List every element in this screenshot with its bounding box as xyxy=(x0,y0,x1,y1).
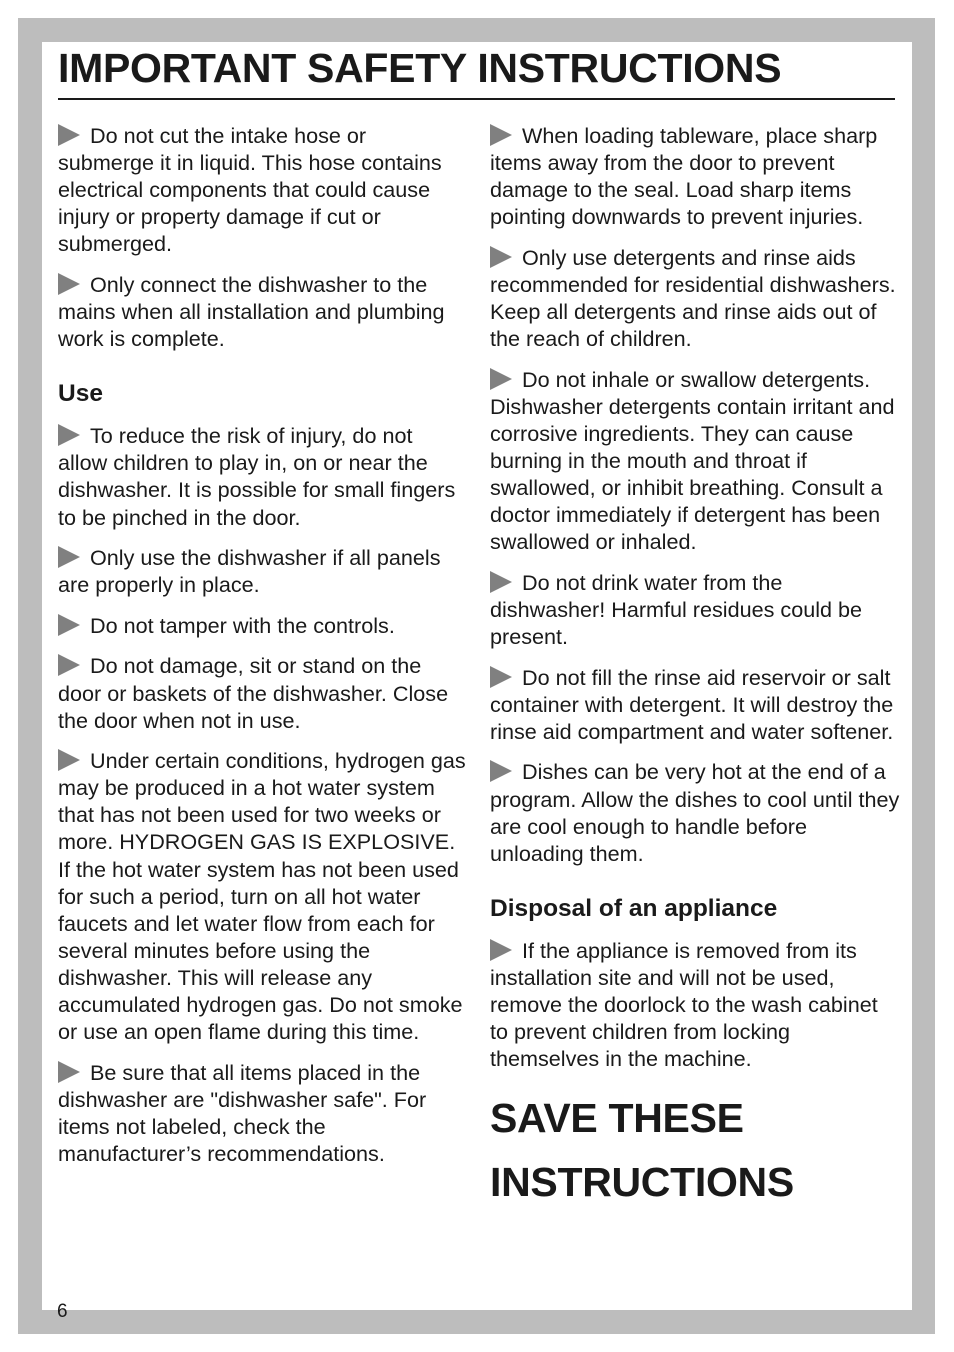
safety-item xyxy=(58,612,466,639)
safety-item xyxy=(58,747,466,1045)
safety-item xyxy=(490,244,900,352)
safety-item-text: Do not cut the intake hose or submerge it in liquid. This hose contains electrical components that could cause injury or property damage if cut or submerged. xyxy=(58,123,442,257)
safety-item xyxy=(58,271,466,352)
left-column xyxy=(58,122,466,1181)
arrow-bullet-icon xyxy=(58,273,80,295)
page-number: 6 xyxy=(57,1301,68,1322)
safety-item-text: Only connect the dishwasher to the mains when all installation and plumbing work is complete. xyxy=(58,271,445,352)
safety-item xyxy=(490,758,900,866)
arrow-bullet-icon xyxy=(58,546,80,568)
arrow-bullet-icon xyxy=(490,246,512,268)
safety-item-text: Do not fill the rinse aid reservoir or salt container with detergent. It will destroy the rinse aid compartment and water softener. xyxy=(490,664,894,744)
safety-item-text: Be sure that all items placed in the dishwasher are "dishwasher safe". For items not labeled, check the manufacturer’s recommendations. xyxy=(58,1059,427,1166)
safety-item xyxy=(58,544,466,598)
title-divider xyxy=(58,98,895,100)
safety-item-text: Do not tamper with the controls. xyxy=(90,612,395,638)
safety-item-text: Only use detergents and rinse aids recommended for residential dishwashers. Keep all detergents and rinse aids out of the reach of children. xyxy=(490,244,896,352)
save-heading-line: INSTRUCTIONS xyxy=(490,1158,794,1205)
page-title: IMPORTANT SAFETY INSTRUCTIONS xyxy=(58,45,782,91)
safety-item-text: If the appliance is removed from its installation site and will not be used, remove the doorlock to the wash cabinet to prevent children from locking themselves in the machine. xyxy=(490,937,878,1072)
arrow-bullet-icon xyxy=(58,1061,80,1083)
section-heading-disposal: Disposal of an appliance xyxy=(490,894,778,922)
arrow-bullet-icon xyxy=(490,760,512,782)
safety-item xyxy=(58,422,466,530)
arrow-bullet-icon xyxy=(58,749,80,771)
safety-item-text: Do not drink water from the dishwasher! Harmful residues could be present. xyxy=(490,569,863,650)
arrow-bullet-icon xyxy=(58,124,80,146)
arrow-bullet-icon xyxy=(490,939,512,961)
arrow-bullet-icon xyxy=(490,666,512,688)
arrow-bullet-icon xyxy=(58,424,80,446)
arrow-bullet-icon xyxy=(58,654,80,676)
save-heading-line: SAVE THESE xyxy=(490,1094,744,1141)
safety-item-text: When loading tableware, place sharp items away from the door to prevent damage to the seal. Load sharp items pointing downwards to prevent injuries. xyxy=(490,123,878,230)
arrow-bullet-icon xyxy=(58,614,80,636)
safety-item xyxy=(490,122,900,230)
safety-item xyxy=(58,1059,466,1167)
safety-item-text: Only use the dishwasher if all panels are properly in place. xyxy=(58,545,441,598)
safety-item xyxy=(58,122,466,257)
safety-item-text: Under certain conditions, hydrogen gas may be produced in a hot water system that has not been used for two weeks or more. HYDROGEN GAS IS EXPLOSIVE. If the hot water system has not been used for such a period, turn on all hot water faucets and let water flow from each for several minutes before using the dishwasher. This will release any accumulated hydrogen gas. Do not smoke or use an open flame during this time. xyxy=(58,748,466,1045)
safety-item xyxy=(490,937,900,1072)
safety-item-text: To reduce the risk of injury, do not allow children to play in, on or near the dishwasher. It is possible for small fingers to be pinched in the door. xyxy=(58,423,456,530)
arrow-bullet-icon xyxy=(490,124,512,146)
right-column xyxy=(490,122,900,1214)
safety-item xyxy=(490,366,900,556)
save-instructions-heading xyxy=(490,1086,900,1214)
safety-item-text: Dishes can be very hot at the end of a program. Allow the dishes to cool until they are cool enough to handle before unloading them. xyxy=(490,759,900,866)
safety-item-text: Do not inhale or swallow detergents. Dishwasher detergents contain irritant and corrosive ingredients. They can cause burning in the mouth and throat if swallowed, or inhibit breathing. Consult a doctor immediately if detergent has been swallowed or inhaled. xyxy=(490,366,895,555)
safety-item-text: Do not damage, sit or stand on the door or baskets of the dishwasher. Close the door when not in use. xyxy=(58,653,449,733)
arrow-bullet-icon xyxy=(490,571,512,593)
safety-item xyxy=(490,664,900,745)
arrow-bullet-icon xyxy=(490,368,512,390)
safety-item xyxy=(490,569,900,650)
section-heading-use: Use xyxy=(58,380,103,408)
safety-item xyxy=(58,652,466,733)
